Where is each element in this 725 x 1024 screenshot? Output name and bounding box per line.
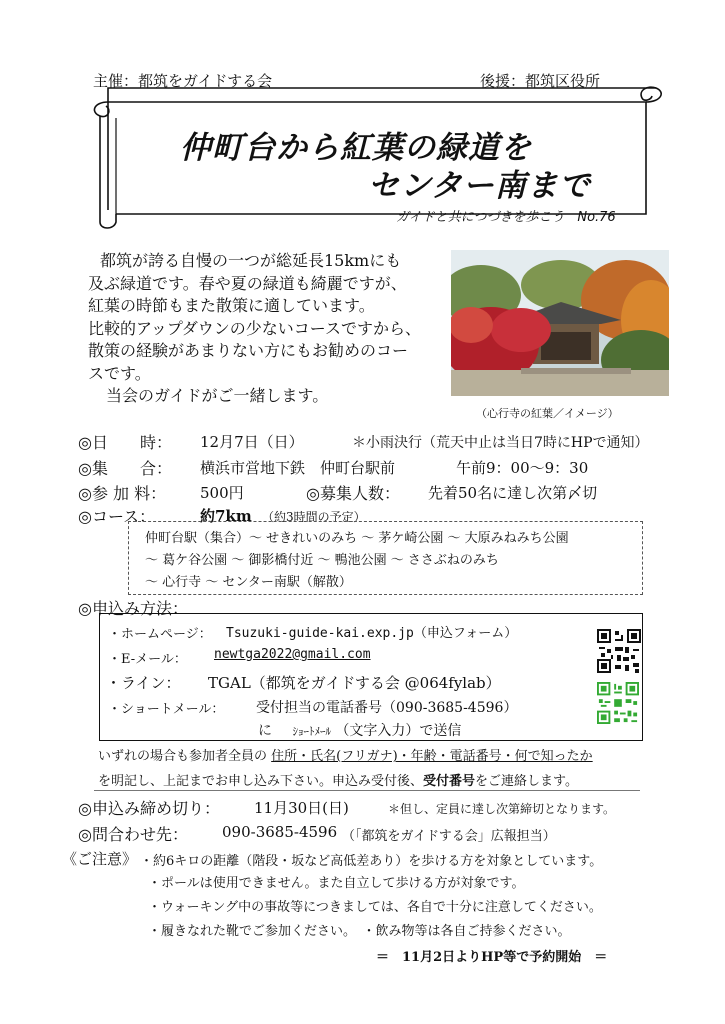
contact-label: ◎問合わせ先： [78, 825, 188, 844]
note-line-1-pre: いずれの場合も参加者全員の [98, 749, 268, 764]
note-required-fields: 住所・氏名(フリガナ)・年齢・電話番号・何で知ったか [271, 749, 593, 764]
email-label: ・E-メール： [108, 652, 187, 667]
caution-line-3: ・ウォーキング中の事故等につきましては、各自で十分に注意してください。 [148, 900, 602, 915]
note-line-1 [98, 745, 593, 764]
homepage-label: ・ホームページ： [108, 627, 212, 642]
caution-line-1: ・約6キロの距離（階段・坂など高低差あり）を歩ける方を対象としています。 [140, 854, 603, 869]
note-line-2-pre: を明記し、上記までお申し込み下さい。申込み受付後、 [98, 774, 424, 789]
sms-value: 受付担当の電話番号（090-3685-4596） [256, 700, 518, 716]
title-line1: 仲町台から紅葉の緑道を [180, 130, 532, 166]
subtitle: ガイドと共につづきを歩こう No.76 [396, 210, 616, 225]
date-note: ＊小雨決行（荒天中止は当日7時にHPで通知） [352, 435, 649, 451]
intro-line-1: 都筑が誇る自慢の一つが総延長15kmにも [100, 251, 402, 270]
apply-heading: ◎申込み方法： [78, 599, 188, 618]
course-line-1: 仲町台駅（集合）〜 せきれいのみち 〜 茅ケ崎公園 〜 大原みねみち公園 [145, 531, 569, 546]
caution-heading: 《ご注意》 [62, 850, 138, 868]
intro-paragraph [88, 250, 421, 408]
course-route [145, 528, 569, 594]
intro-line-5: 散策の経験があまりない方にもお勧めのコー [88, 341, 409, 360]
intro-line-2: 及ぶ緑道です。春や夏の緑道も綺麗ですが、 [88, 273, 407, 293]
caution-line-2: ・ポールは使用できません。また自立して歩ける方が対象です。 [148, 876, 525, 891]
course-distance: 約7km [200, 507, 252, 525]
sms-instruction [258, 720, 461, 740]
photo-caption: （心行寺の紅葉／イメージ） [476, 407, 619, 420]
course-label: ◎コース： [78, 507, 156, 526]
fee-label: ◎参 加 料： [78, 484, 167, 503]
contact-note: （「都筑をガイドする会」広報担当） [342, 829, 556, 844]
note-line-2 [98, 770, 578, 789]
line-qr-code[interactable] [597, 682, 639, 724]
deadline-label: ◎申込み締め切り： [78, 799, 220, 818]
capacity-value: 先着50名に達し次第〆切 [428, 484, 598, 502]
course-duration: （約3時間の予定） [262, 510, 366, 524]
sms-label: ・ショートメール： [108, 702, 225, 717]
homepage-qr-code[interactable] [597, 629, 641, 673]
temple-autumn-photo [451, 250, 669, 396]
contact-phone: 090-3685-4596 [222, 823, 338, 841]
meet-time: 午前9：00〜9：30 [456, 459, 589, 477]
caution-line-4: ・履きなれた靴でご参加ください。 ・飲み物等は各自ご持参ください。 [148, 924, 571, 939]
reservation-start-notice: ＝ 11月2日よりHP等で予約開始 ＝ [376, 950, 608, 965]
title-line2: センター南まで [368, 168, 591, 204]
intro-line-4: 比較的アップダウンの少ないコースですから、 [88, 318, 421, 338]
meet-value: 横浜市営地下鉄 仲町台駅前 [200, 459, 396, 477]
sms-instruction-pre: に [258, 723, 272, 739]
sms-instruction-post: （文字入力）で送信 [335, 723, 462, 739]
deadline-value: 11月30日(日) [254, 799, 349, 817]
date-value: 12月7日（日） [200, 433, 304, 451]
sponsor-text: 後援：都筑区役所 [480, 72, 601, 90]
note-line-2-post: をご連絡します。 [475, 774, 578, 789]
line-id[interactable]: TGAL（都筑をガイドする会 @064fylab） [208, 674, 501, 692]
organizer-text: 主催：都筑をガイドする会 [93, 72, 273, 90]
deadline-note: ＊但し、定員に達し次第締切となります。 [388, 802, 616, 816]
date-label: ◎日 時： [78, 433, 172, 452]
line-label: ・ライン： [106, 674, 181, 692]
meet-label: ◎集 合： [78, 459, 172, 478]
intro-line-6: スです。 [88, 363, 151, 383]
sms-instruction-small: ｼｮｰﾄﾒｰﾙ [292, 725, 331, 738]
course-line-2: 〜 葛ケ谷公園 〜 御影橋付近 〜 鴨池公園 〜 ささぶねのみち [145, 553, 499, 568]
capacity-label: ◎募集人数： [306, 484, 400, 503]
course-line-3: 〜 心行寺 〜 センター南駅（解散） [145, 575, 352, 590]
fee-value: 500円 [200, 484, 244, 502]
intro-line-3: 紅葉の時節もまた散策に適しています。 [88, 296, 375, 315]
note-divider [94, 790, 640, 791]
homepage-link[interactable]: Tsuzuki-guide-kai.exp.jp（申込フォーム） [226, 626, 518, 641]
email-link[interactable]: newtga2022@gmail.com [214, 647, 371, 662]
note-receipt-number: 受付番号 [423, 774, 476, 789]
intro-line-7: 当会のガイドがご一緒します。 [106, 386, 329, 405]
